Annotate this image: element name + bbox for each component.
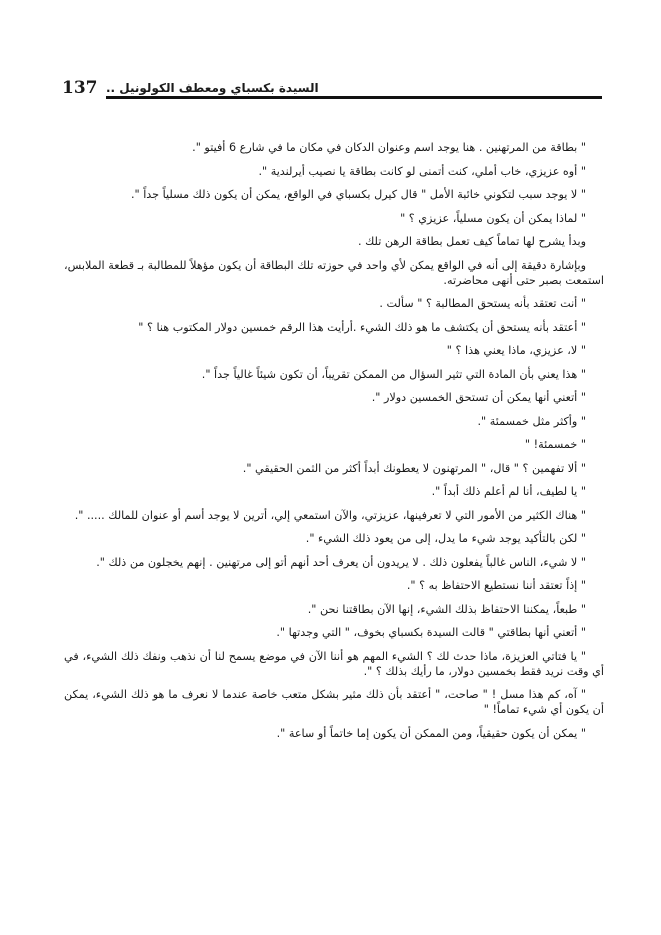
paragraph: " بطاقة من المرتهنين . هنا يوجد اسم وعنوان الدكان في مكان ما في شارع 6 أفيتو ". <box>192 141 586 154</box>
paragraph: " لا، عزيزي، ماذا يعني هذا ؟ " <box>446 344 586 357</box>
running-title: السيدة بكسباي ومعطف الكولونيل .. <box>106 81 319 95</box>
paragraph: وبدأ يشرح لها تماماً كيف تعمل بطاقة الرهن تلك . <box>357 235 586 248</box>
paragraph: " وأكثر مثل خمسمئة ". <box>477 414 586 428</box>
paragraph: " آه، كم هذا مسل ! " صاحت، " أعتقد بأن ذلك مثير بشكل متعب خاصة عندما لا نعرف ما هو ذلك الشيء، يمكن أن يكون أي شيء تماماً! " <box>64 688 604 716</box>
paragraph: " إذاً تعتقد أننا نستطيع الاحتفاظ به ؟ ". <box>406 579 586 592</box>
paragraph: " ألا تفهمين ؟ " قال، " المرتهنون لا يعطونك أبداً أكثر من الثمن الحقيقي ". <box>242 461 586 475</box>
paragraph: " أعتقد بأنه يستحق أن يكتشف ما هو ذلك الشيء .أرأيت هذا الرقم خمسين دولار المكتوب هنا ؟ " <box>138 320 586 334</box>
paragraph: وبإشارة دقيقة إلى أنه في الواقع يمكن لأي واحد في حوزته تلك البطاقة أن يكون مؤهلاً للمطالبة بـ قطعة الملابس، استمعت بصبر حتى أنهى محاضرته. <box>64 258 604 287</box>
paragraph: " يا لطيف، أنا لم أعلم ذلك أبداً ". <box>431 485 586 498</box>
paragraph: " خمسمئة! " <box>524 438 586 451</box>
body-text <box>64 140 604 749</box>
paragraph: " يا فتاتي العزيزة، ماذا حدث لك ؟ الشيء المهم هو أننا الآن في موضع يسمح لنا أن نذهب ونفك ذلك الشيء، في أي وقت نريد فقط بخمسين دولار، ما رأيك بذلك ؟ ". <box>64 649 604 678</box>
paragraph: " أتعني أنها بطاقتي " قالت السيدة بكسباي بخوف، " التي وجدتها ". <box>276 626 586 639</box>
paragraph: " هذا يعني بأن المادة التي تثير السؤال من الممكن تقريباً، أن تكون شيئاً غالياً جداً ". <box>201 367 586 381</box>
paragraph: " أنت تعتقد بأنه يستحق المطالبة ؟ " سألت . <box>379 297 586 310</box>
paragraph: " لا يوجد سبب لتكوني خائبة الأمل " قال كيرل بكسباي في الواقع، يمكن أن يكون ذلك مسلياً جداً ". <box>130 188 586 201</box>
page-header <box>62 78 602 100</box>
header-rule <box>106 96 602 99</box>
paragraph: " لكن بالتأكيد يوجد شيء ما يدل، إلى من يعود ذلك الشيء ". <box>305 532 586 545</box>
paragraph: " طبعاً، يمكننا الاحتفاظ بذلك الشيء، إنها الآن بطاقتنا نحن ". <box>307 602 586 616</box>
paragraph: " لماذا يمكن أن يكون مسلياً، عزيزي ؟ " <box>400 211 586 225</box>
paragraph: " أوه عزيزي، خاب أملي، كنت أتمنى لو كانت بطاقة يا نصيب أيرلندية ". <box>258 164 586 178</box>
paragraph: " هناك الكثير من الأمور التي لا تعرفينها، عزيزتي، والآن استمعي إلي، أترين لا يوجد أسم أو عنوان للمالك ..... ". <box>74 508 586 522</box>
paragraph: " أتعني أنها يمكن أن تستحق الخمسين دولار ". <box>371 391 586 404</box>
paragraph: " لا شيء، الناس غالباً يفعلون ذلك . لا يريدون أن يعرف أحد أنهم أتو إلى مرتهنين . إنهم يخجلون من ذلك ". <box>96 555 586 569</box>
page-number: 137 <box>62 78 98 98</box>
paragraph: " يمكن أن يكون حقيقياً، ومن الممكن أن يكون إما خاتماً أو ساعة ". <box>276 726 586 740</box>
